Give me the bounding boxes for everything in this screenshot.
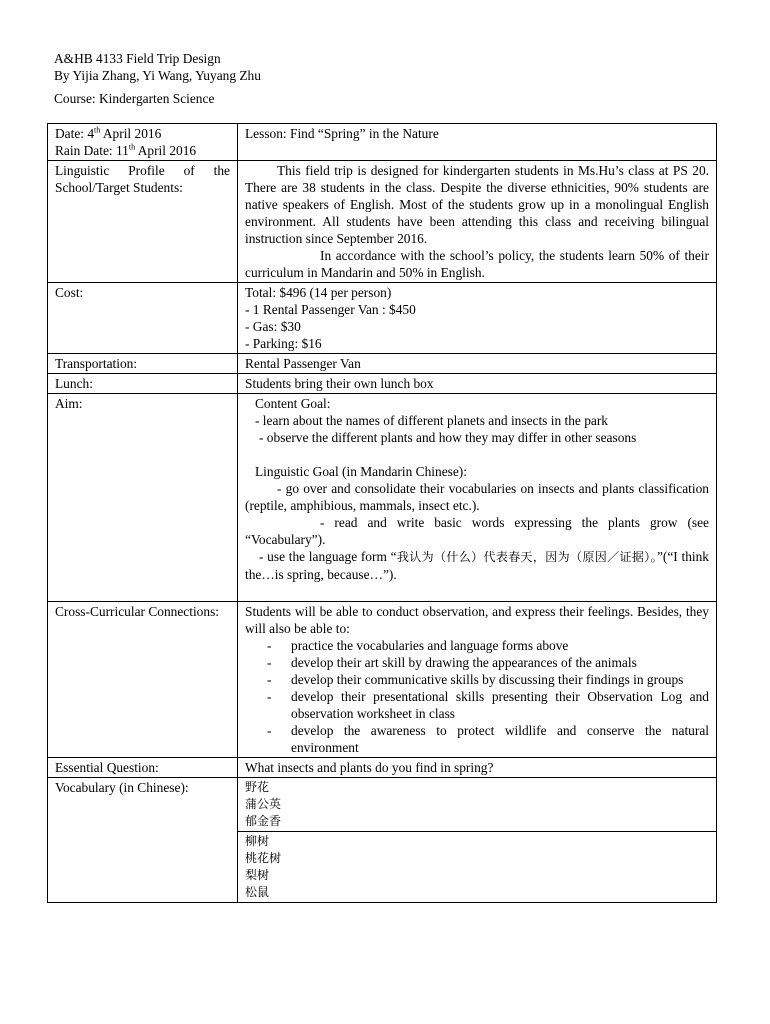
cost-line: - Gas: $30 bbox=[245, 319, 301, 334]
cost-line: - Parking: $16 bbox=[245, 336, 322, 351]
linguistic-goal-item: - go over and consolidate their vocabularies on insects and plants classification (reptile, amphibious, mammals, insect etc.). bbox=[245, 481, 709, 513]
cost-cell bbox=[238, 283, 717, 354]
essential-question-value: What insects and plants do you find in spring? bbox=[238, 758, 717, 778]
vocabulary-word: 蒲公英 bbox=[245, 797, 282, 811]
list-item: - develop the awareness to protect wildlife and conserve the natural environment bbox=[245, 722, 709, 756]
table-row bbox=[48, 758, 717, 778]
content-goal-item: - learn about the names of different planets and insects in the park bbox=[255, 413, 608, 428]
vocabulary-word: 柳树 bbox=[245, 834, 270, 848]
aim-label: Aim: bbox=[48, 394, 238, 602]
field-trip-table bbox=[47, 123, 717, 903]
essential-question-label: Essential Question: bbox=[48, 758, 238, 778]
list-item: - develop their art skill by drawing the appearances of the animals bbox=[245, 654, 709, 671]
cost-line: Total: $496 (14 per person) bbox=[245, 285, 392, 300]
table-row bbox=[48, 778, 717, 832]
aim-cell bbox=[238, 394, 717, 602]
date-line: Date: 4th April 2016 bbox=[55, 125, 162, 141]
document-header bbox=[54, 50, 734, 107]
date-cell bbox=[48, 124, 238, 161]
table-row bbox=[48, 161, 717, 283]
table-row bbox=[48, 354, 717, 374]
vocabulary-word: 郁金香 bbox=[245, 814, 282, 828]
table-row bbox=[48, 602, 717, 758]
spacer bbox=[245, 446, 709, 463]
lunch-label: Lunch: bbox=[48, 374, 238, 394]
rain-date-line: Rain Date: 11th April 2016 bbox=[55, 142, 197, 158]
list-item: - develop their communicative skills by discussing their findings in groups bbox=[245, 671, 709, 688]
vocabulary-group-1 bbox=[238, 778, 717, 832]
table-row bbox=[48, 283, 717, 354]
table-row bbox=[48, 124, 717, 161]
table-row bbox=[48, 374, 717, 394]
linguistic-paragraph-1: This field trip is designed for kindergarten students in Ms.Hu’s class at PS 20. There are 38 students in the class. Despite the diverse ethnicities, 90% students are native speakers of English. Most of the students grow up in a monolingual English environment. All students have been attending this class and receiving bilingual instruction since September 2016. bbox=[245, 163, 709, 246]
cross-curricular-intro: Students will be able to conduct observation, and express their feelings. Besides, they will also be able to: bbox=[245, 604, 709, 636]
authors: By Yijia Zhang, Yi Wang, Yuyang Zhu bbox=[54, 68, 261, 83]
linguistic-goal-heading: Linguistic Goal (in Mandarin Chinese): bbox=[255, 464, 467, 479]
cross-curricular-label: Cross-Curricular Connections: bbox=[48, 602, 238, 758]
lesson-cell: Lesson: Find “Spring” in the Nature bbox=[238, 124, 717, 161]
list-item: - practice the vocabularies and language forms above bbox=[245, 637, 709, 654]
linguistic-goal-item: - read and write basic words expressing the plants grow (see “Vocabulary”). bbox=[245, 515, 709, 547]
spacer bbox=[245, 583, 709, 600]
linguistic-goal-item: - use the language form “我认为（什么）代表春天，因为（原因／证据）。”(“I think the…is spring, because…”). bbox=[245, 549, 709, 582]
linguistic-paragraph-2: In accordance with the school’s policy, the students learn 50% of their curriculum in Mandarin and 50% in English. bbox=[245, 248, 709, 280]
cross-curricular-cell bbox=[238, 602, 717, 758]
course-code: A&HB 4133 Field Trip Design bbox=[54, 51, 221, 66]
linguistic-label: Linguistic Profile of the School/Target Students: bbox=[48, 161, 238, 283]
vocabulary-group-2 bbox=[238, 832, 717, 903]
content-goal-item: - observe the different plants and how they may differ in other seasons bbox=[259, 430, 637, 445]
course-name: Course: Kindergarten Science bbox=[54, 91, 215, 106]
transportation-label: Transportation: bbox=[48, 354, 238, 374]
vocabulary-word: 桃花树 bbox=[245, 851, 282, 865]
vocabulary-label: Vocabulary (in Chinese): bbox=[48, 778, 238, 903]
cost-line: - 1 Rental Passenger Van : $450 bbox=[245, 302, 416, 317]
list-item: - develop their presentational skills presenting their Observation Log and observation worksheet in class bbox=[245, 688, 709, 722]
vocabulary-word: 野花 bbox=[245, 780, 270, 794]
table-row bbox=[48, 394, 717, 602]
vocabulary-word: 松鼠 bbox=[245, 885, 270, 899]
vocabulary-word: 梨树 bbox=[245, 868, 270, 882]
cost-label: Cost: bbox=[48, 283, 238, 354]
skills-list bbox=[245, 637, 709, 756]
lunch-value: Students bring their own lunch box bbox=[238, 374, 717, 394]
content-goal-heading: Content Goal: bbox=[255, 396, 331, 411]
transportation-value: Rental Passenger Van bbox=[238, 354, 717, 374]
linguistic-cell bbox=[238, 161, 717, 283]
